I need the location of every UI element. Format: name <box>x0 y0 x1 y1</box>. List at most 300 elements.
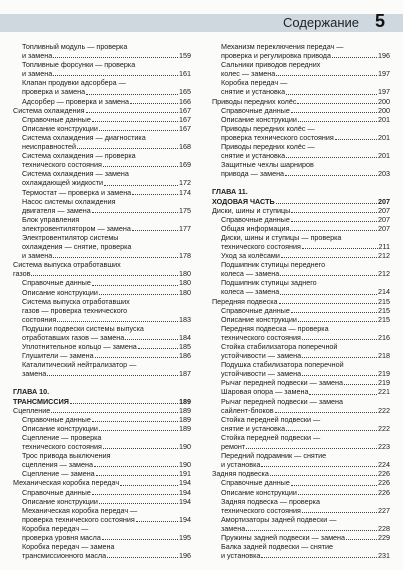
toc-entry-line[interactable] <box>212 278 390 287</box>
toc-entry[interactable] <box>13 269 191 278</box>
toc-entry-line[interactable] <box>13 215 191 224</box>
toc-entry-text: Стойка стабилизатора поперечной <box>221 342 338 351</box>
dot-leader <box>92 494 178 495</box>
toc-entry[interactable] <box>212 215 390 224</box>
dot-leader <box>290 230 377 231</box>
toc-page-number: 165 <box>179 87 191 97</box>
toc-entry[interactable] <box>13 124 191 133</box>
toc-entry[interactable] <box>212 315 390 324</box>
toc-entry-line[interactable] <box>212 60 390 69</box>
toc-entry-text: Балка задней подвески — снятие <box>221 542 334 552</box>
dot-leader <box>291 221 377 222</box>
toc-entry-line[interactable] <box>13 324 191 333</box>
dot-leader <box>280 294 377 295</box>
toc-page-number: 226 <box>378 487 390 497</box>
dot-leader <box>99 130 178 131</box>
dot-leader <box>285 175 377 176</box>
toc-entry[interactable] <box>13 69 191 78</box>
toc-page-number: 196 <box>378 51 390 61</box>
toc-entry-text: Передний подрамник — снятие <box>221 451 327 461</box>
toc-entry[interactable] <box>13 551 191 560</box>
toc-entry[interactable] <box>13 415 191 424</box>
dot-leader <box>96 475 178 476</box>
toc-page-number: 214 <box>378 287 390 297</box>
toc-entry[interactable] <box>212 297 390 306</box>
toc-entry-line[interactable] <box>212 324 390 333</box>
toc-entry[interactable] <box>212 69 390 78</box>
dot-leader <box>302 512 377 513</box>
toc-page-number: 231 <box>378 551 390 561</box>
toc-page-number: 218 <box>378 351 390 361</box>
toc-page-number: 200 <box>378 105 390 115</box>
toc-entry-text: привода — замена <box>221 169 285 179</box>
toc-entry[interactable] <box>212 97 390 106</box>
toc-page-number: 167 <box>179 123 191 133</box>
toc-entry[interactable] <box>13 160 191 169</box>
toc-entry[interactable] <box>212 460 390 469</box>
toc-entry-text: Коробка передач — <box>221 78 288 88</box>
toc-entry[interactable] <box>212 351 390 360</box>
toc-page-number: 216 <box>378 332 390 342</box>
toc-page-number: 167 <box>179 114 191 124</box>
toc-entry-text: охлаждения — снятие, проверка <box>22 242 132 252</box>
toc-entry[interactable] <box>13 478 191 487</box>
toc-entry[interactable] <box>212 378 390 387</box>
toc-entry-line[interactable] <box>212 342 390 351</box>
toc-entry[interactable] <box>13 333 191 342</box>
dot-leader <box>86 94 178 95</box>
toc-entry[interactable] <box>212 133 390 142</box>
toc-entry-text: Справочные данные <box>221 305 290 315</box>
toc-entry-text: колеса — замена <box>221 269 280 279</box>
toc-entry-text: Приводы передних колёс <box>212 96 297 106</box>
toc-entry-text: Сцепление — проверка <box>22 432 102 442</box>
toc-page-number: 168 <box>179 142 191 152</box>
toc-entry-line[interactable] <box>212 515 390 524</box>
dot-leader <box>95 357 178 358</box>
dot-leader <box>86 112 178 113</box>
toc-entry-text: Передняя подвеска — проверка <box>221 323 329 333</box>
toc-entry[interactable] <box>212 224 390 233</box>
toc-page-number: 226 <box>378 469 390 479</box>
toc-entry-text: Справочные данные <box>22 487 91 497</box>
toc-entry-line[interactable] <box>212 142 390 151</box>
dot-leader <box>276 203 377 204</box>
toc-entry-text: колеса — замена <box>221 287 280 297</box>
toc-entry[interactable] <box>212 87 390 96</box>
toc-entry-line[interactable] <box>13 242 191 251</box>
dot-leader <box>261 557 377 558</box>
chapter-title-entry[interactable] <box>13 397 191 406</box>
toc-left-column <box>13 42 191 560</box>
toc-page-number: 194 <box>179 496 191 506</box>
toc-entry[interactable] <box>13 369 191 378</box>
dot-leader <box>302 375 377 376</box>
toc-page-number: 222 <box>378 405 390 415</box>
dot-leader <box>302 339 377 340</box>
toc-page-number: 166 <box>179 96 191 106</box>
toc-entry[interactable] <box>212 287 390 296</box>
toc-entry-text: проверка и замена <box>22 87 86 97</box>
toc-page-number: 207 <box>378 196 390 206</box>
toc-entry-text: состояния <box>22 314 57 324</box>
toc-entry[interactable] <box>212 306 390 315</box>
toc-page-number: 207 <box>378 214 390 224</box>
toc-page-number: 159 <box>179 51 191 61</box>
dot-leader <box>92 421 178 422</box>
toc-entry-line[interactable] <box>212 124 390 133</box>
toc-entry-line[interactable] <box>13 524 191 533</box>
toc-entry-text: Справочные данные <box>221 105 290 115</box>
toc-entry[interactable] <box>212 369 390 378</box>
toc-page-number: 189 <box>179 423 191 433</box>
toc-page-number: 207 <box>378 223 390 233</box>
toc-entry[interactable] <box>13 497 191 506</box>
chapter-gap <box>212 178 390 183</box>
toc-entry-text: газов <box>13 269 31 279</box>
toc-entry-line[interactable] <box>13 169 191 178</box>
toc-entry-text: устойчивости — замена <box>221 369 302 379</box>
toc-entry-text: колес — замена <box>221 69 276 79</box>
toc-entry-text: Механическая коробка передач — <box>22 505 138 515</box>
toc-entry[interactable] <box>212 106 390 115</box>
toc-entry-line[interactable] <box>13 133 191 142</box>
toc-page-number: 190 <box>179 460 191 470</box>
toc-entry[interactable] <box>212 488 390 497</box>
toc-page-number: 169 <box>179 160 191 170</box>
toc-entry-text: Трос привода выключения <box>22 451 111 461</box>
page-title: Содержание <box>283 15 359 30</box>
toc-entry-text: Механизм переключения передач — <box>221 42 344 51</box>
toc-entry-text: устойчивости — замена <box>221 351 302 361</box>
toc-entry-text: ТРАНСМИССИЯ <box>13 396 69 406</box>
toc-entry-text: Клапан продувки адсорбера — <box>22 78 126 88</box>
toc-entry[interactable] <box>212 115 390 124</box>
dot-leader <box>47 375 178 376</box>
toc-entry[interactable] <box>212 206 390 215</box>
toc-entry-text: Стойка передней подвески — <box>221 432 321 442</box>
toc-entry[interactable] <box>13 442 191 451</box>
toc-page-number: 184 <box>179 333 191 342</box>
toc-entry-text: Система охлаждения — замена <box>22 169 129 179</box>
dot-leader <box>298 494 377 495</box>
toc-entry-line[interactable] <box>13 433 191 442</box>
dot-leader <box>53 257 178 258</box>
dot-leader <box>291 312 377 313</box>
chapter-heading: ГЛАВА 11. <box>212 187 248 197</box>
toc-entry-text: Описание конструкции <box>22 496 98 506</box>
toc-entry-text: Описание конструкции <box>221 487 297 497</box>
dot-leader <box>102 539 178 540</box>
toc-entry[interactable] <box>13 406 191 415</box>
toc-entry-text: сайлент-блоков <box>221 405 274 415</box>
toc-entry-text: Справочные данные <box>221 214 290 224</box>
toc-entry-line[interactable] <box>212 260 390 269</box>
toc-page-number: 212 <box>378 251 390 261</box>
toc-entry-text: замена <box>221 523 246 533</box>
toc-page-number: 222 <box>378 423 390 433</box>
dot-leader <box>279 303 378 304</box>
toc-entry[interactable] <box>13 142 191 151</box>
toc-page-number: 229 <box>378 532 390 542</box>
toc-entry-text: газов — проверка технического <box>22 305 128 315</box>
toc-entry-line[interactable] <box>212 433 390 442</box>
toc-entry-text: Подушки подвески системы выпуска <box>22 323 144 333</box>
toc-entry-line[interactable] <box>13 60 191 69</box>
toc-entry-line[interactable] <box>13 306 191 315</box>
toc-entry-text: Передняя подвеска <box>212 296 278 306</box>
toc-entry-text: Рычаг передней подвески — замена <box>221 396 344 406</box>
toc-entry-text: и замена <box>22 251 53 261</box>
toc-entry-text: Задняя подвеска — проверка <box>221 496 320 506</box>
toc-entry-text: Система охлаждения — диагностика <box>22 132 146 142</box>
chapter-heading: ГЛАВА 10. <box>13 387 50 397</box>
toc-entry[interactable] <box>13 87 191 96</box>
toc-entry[interactable] <box>13 315 191 324</box>
toc-entry[interactable] <box>212 424 390 433</box>
toc-entry[interactable] <box>13 278 191 287</box>
toc-page-number: 180 <box>179 287 191 297</box>
toc-entry[interactable] <box>13 460 191 469</box>
toc-entry[interactable] <box>212 478 390 487</box>
toc-entry-text: Общая информация <box>221 223 290 233</box>
toc-page-number: 161 <box>179 69 191 79</box>
dot-leader <box>99 430 178 431</box>
toc-entry-text: Система выпуска отработавших <box>13 260 121 270</box>
toc-columns <box>13 42 393 564</box>
dot-leader <box>286 157 377 158</box>
toc-page-number: 228 <box>378 523 390 533</box>
toc-entry-text: Сальники приводов передних <box>221 60 321 70</box>
toc-page-number: 194 <box>179 487 191 497</box>
dot-leader <box>281 257 377 258</box>
toc-page-number: 207 <box>378 205 390 215</box>
dot-leader <box>286 94 377 95</box>
toc-entry[interactable] <box>13 115 191 124</box>
page-number: 5 <box>374 11 385 31</box>
toc-page-number: 186 <box>179 351 191 361</box>
toc-page-number: 194 <box>179 478 191 488</box>
toc-entry-text: охлаждающей жидкости <box>22 178 104 188</box>
toc-page-number: 201 <box>378 114 390 124</box>
dot-leader <box>57 321 178 322</box>
toc-page-number: 178 <box>179 251 191 261</box>
toc-entry-text: проверка технического состояния <box>22 514 135 524</box>
dot-leader <box>335 139 377 140</box>
toc-entry-text: Адсорбер — проверка и замена <box>22 96 129 106</box>
toc-entry-line[interactable] <box>13 297 191 306</box>
dot-leader <box>125 339 178 340</box>
dot-leader <box>70 403 178 404</box>
toc-entry[interactable] <box>13 424 191 433</box>
toc-page-number: 219 <box>378 369 390 379</box>
dot-leader <box>291 485 377 486</box>
toc-entry[interactable] <box>212 524 390 533</box>
toc-entry-text: Справочные данные <box>221 478 290 488</box>
toc-entry[interactable] <box>212 269 390 278</box>
dot-leader <box>276 75 377 76</box>
toc-page-number: 180 <box>179 269 191 279</box>
toc-entry-text: технического состояния <box>22 442 102 452</box>
dot-leader <box>136 521 178 522</box>
toc-page-number: 201 <box>378 151 390 161</box>
toc-entry-line[interactable] <box>212 42 390 51</box>
toc-entry-line[interactable] <box>212 451 390 460</box>
toc-entry-line[interactable] <box>212 160 390 169</box>
toc-entry-text: ХОДОВАЯ ЧАСТЬ <box>212 196 275 206</box>
toc-entry-text: Справочные данные <box>22 278 91 288</box>
toc-entry[interactable] <box>212 469 390 478</box>
toc-page-number: 219 <box>378 378 390 388</box>
toc-entry-text: двигателя — замена <box>22 205 91 215</box>
toc-entry-line[interactable] <box>212 397 390 406</box>
toc-entry-text: Топливный модуль — проверка <box>22 42 128 51</box>
dot-leader <box>94 466 178 467</box>
toc-entry[interactable] <box>212 506 390 515</box>
toc-page-number: 189 <box>179 414 191 424</box>
dot-leader <box>53 57 178 58</box>
toc-entry[interactable] <box>212 406 390 415</box>
dot-leader <box>99 503 178 504</box>
toc-entry-text: Система охлаждения <box>13 105 85 115</box>
toc-entry-text: технического состояния <box>221 241 301 251</box>
toc-entry[interactable] <box>212 333 390 342</box>
toc-entry-line[interactable] <box>13 542 191 551</box>
chapter-gap <box>13 378 191 383</box>
toc-page-number: 177 <box>179 223 191 233</box>
toc-entry[interactable] <box>13 533 191 542</box>
toc-entry[interactable] <box>13 288 191 297</box>
toc-entry[interactable] <box>13 488 191 497</box>
toc-entry-text: Сцепление — замена <box>22 469 95 479</box>
dot-leader <box>291 112 377 113</box>
toc-entry-line[interactable] <box>212 497 390 506</box>
toc-page-number: 212 <box>378 269 390 279</box>
toc-entry[interactable] <box>13 515 191 524</box>
toc-page-number: 215 <box>378 305 390 315</box>
dot-leader <box>51 412 178 413</box>
toc-entry-text: Шаровая опора — замена <box>221 387 309 397</box>
toc-entry-line[interactable] <box>212 360 390 369</box>
toc-entry-text: и установка <box>221 460 261 470</box>
toc-page-number: 221 <box>378 387 390 397</box>
toc-entry-line[interactable] <box>13 151 191 160</box>
toc-entry-text: и установка <box>221 551 261 561</box>
toc-entry[interactable] <box>212 169 390 178</box>
toc-entry[interactable] <box>212 51 390 60</box>
toc-entry-line[interactable] <box>13 78 191 87</box>
toc-entry-text: Защитные чехлы шарниров <box>221 160 314 170</box>
toc-page-number: 183 <box>179 314 191 324</box>
dot-leader <box>246 448 377 449</box>
toc-page-number: 194 <box>179 514 191 524</box>
dot-leader <box>291 212 377 213</box>
toc-page-number: 167 <box>179 105 191 115</box>
toc-entry-line[interactable] <box>13 506 191 515</box>
toc-entry-line[interactable] <box>13 197 191 206</box>
dot-leader <box>31 275 178 276</box>
toc-entry[interactable] <box>13 342 191 351</box>
dot-leader <box>297 103 377 104</box>
toc-entry[interactable] <box>13 106 191 115</box>
dot-leader <box>130 103 178 104</box>
toc-entry-text: проверка уровня масла <box>22 532 101 542</box>
toc-entry-text: снятие и установка <box>221 87 286 97</box>
toc-entry[interactable] <box>212 551 390 560</box>
toc-entry-text: Система охлаждения — проверка <box>22 151 136 161</box>
toc-page-number: 211 <box>378 241 390 251</box>
toc-entry-text: Описание конструкции <box>221 314 297 324</box>
toc-entry-text: Термостат — проверка и замена <box>22 187 132 197</box>
dot-leader <box>120 485 178 486</box>
toc-entry-line[interactable] <box>13 451 191 460</box>
toc-entry-line[interactable] <box>212 415 390 424</box>
toc-entry-text: отработавших газов — замена <box>22 333 125 342</box>
toc-entry-text: Амортизаторы задней подвески — <box>221 514 337 524</box>
toc-entry-text: Глушители — замена <box>22 351 94 361</box>
toc-entry[interactable] <box>13 178 191 187</box>
toc-page-number: 189 <box>179 405 191 415</box>
toc-entry[interactable] <box>212 151 390 160</box>
toc-entry[interactable] <box>13 97 191 106</box>
toc-entry-text: Описание конструкции <box>22 287 98 297</box>
toc-entry-line[interactable] <box>13 260 191 269</box>
chapter-title-entry[interactable] <box>212 197 390 206</box>
toc-entry[interactable] <box>13 351 191 360</box>
toc-entry-text: Подушка стабилизатора поперечной <box>221 360 344 370</box>
toc-entry-text: Система выпуска отработавших <box>22 296 130 306</box>
toc-entry[interactable] <box>13 224 191 233</box>
toc-entry-text: Уплотнительное кольцо — замена <box>22 342 137 352</box>
toc-entry-text: Приводы передних колёс — <box>221 123 315 133</box>
toc-entry[interactable] <box>13 206 191 215</box>
toc-entry[interactable] <box>13 251 191 260</box>
toc-entry[interactable] <box>13 469 191 478</box>
toc-page-number: 174 <box>179 187 191 197</box>
toc-entry-text: сцепления — замена <box>22 460 93 470</box>
toc-page-number: 227 <box>378 505 390 515</box>
toc-entry-line[interactable] <box>212 233 390 242</box>
toc-entry-line[interactable] <box>212 542 390 551</box>
toc-right-column <box>212 42 390 560</box>
dot-leader <box>298 321 377 322</box>
toc-entry-text: замена <box>22 369 47 379</box>
toc-entry[interactable] <box>13 51 191 60</box>
toc-entry[interactable] <box>212 251 390 260</box>
toc-entry-text: ремонт <box>221 442 246 452</box>
toc-entry-line[interactable] <box>13 233 191 242</box>
toc-entry-line[interactable] <box>13 42 191 51</box>
toc-entry[interactable] <box>212 387 390 396</box>
toc-page-number: 223 <box>378 442 390 452</box>
toc-entry[interactable] <box>212 242 390 251</box>
toc-entry-line[interactable] <box>13 360 191 369</box>
toc-entry-text: Приводы передних колёс — <box>221 142 315 152</box>
toc-entry-text: Описание конструкции <box>22 423 98 433</box>
toc-entry[interactable] <box>13 188 191 197</box>
toc-entry[interactable] <box>212 442 390 451</box>
toc-entry[interactable] <box>212 533 390 542</box>
toc-entry-line[interactable] <box>212 78 390 87</box>
dot-leader <box>309 394 377 395</box>
toc-entry-text: Справочные данные <box>22 414 91 424</box>
toc-entry-text: Сцепление <box>13 405 51 415</box>
toc-page-number: 197 <box>378 87 390 97</box>
toc-entry-text: Описание конструкции <box>221 114 297 124</box>
dot-leader <box>261 466 377 467</box>
dot-leader <box>132 230 178 231</box>
toc-page-number: 215 <box>378 296 390 306</box>
